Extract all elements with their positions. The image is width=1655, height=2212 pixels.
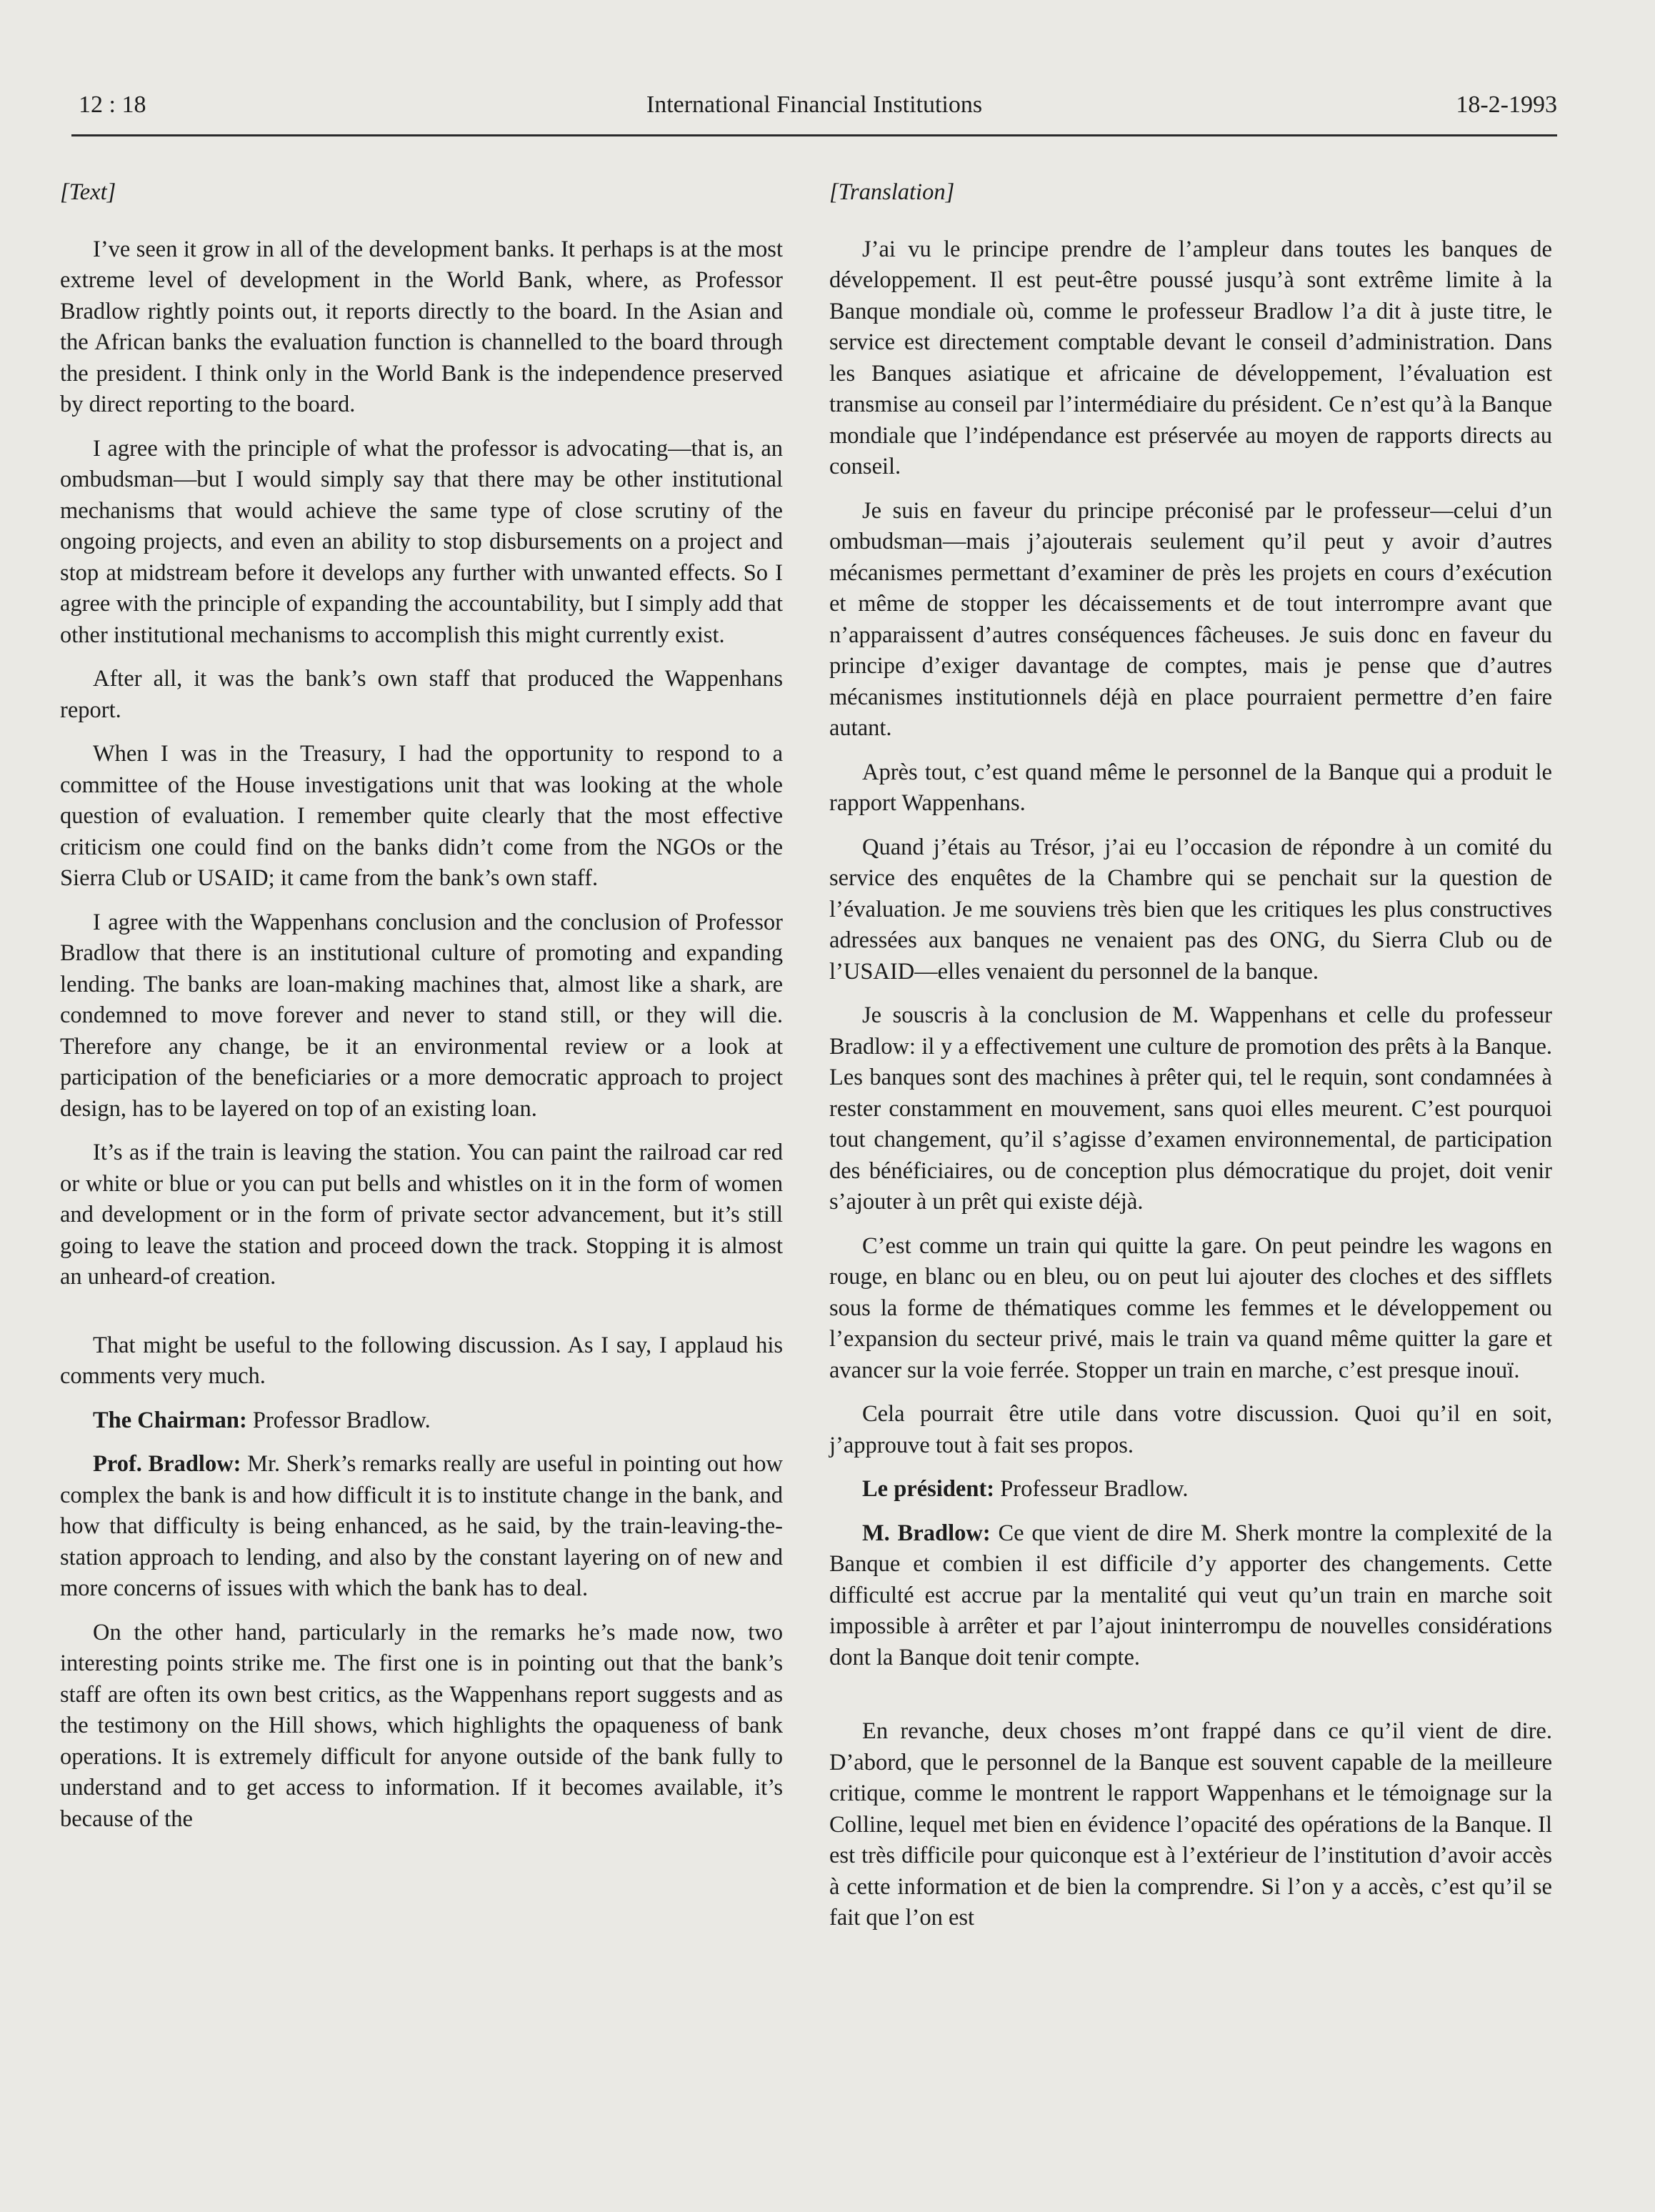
speaker-name: Prof. Bradlow: xyxy=(93,1451,241,1477)
speaker-name: M. Bradlow: xyxy=(862,1520,991,1546)
paragraph: That might be useful to the following discussion. As I say, I applaud his comments very much. xyxy=(60,1332,783,1389)
speaker-paragraph xyxy=(60,1449,783,1605)
paragraph: Après tout, c’est quand même le personnel de la Banque qui a produit le rapport Wappenhans. xyxy=(829,759,1552,816)
paragraph: Cela pourrait être utile dans votre discussion. Quoi qu’il en soit, j’approuve tout à fait ses propos. xyxy=(829,1401,1552,1458)
paragraph: Quand j’étais au Trésor, j’ai eu l’occasion de répondre à un comité du service des enquêtes de la Chambre qui se penchait sur la question de l’évaluation. Je me souviens très bien que les critiques les plus constructives adressées aux banques ne venaient pas des ONG, du Sierra Club ou de l’USAID—elles venaient du personnel de la banque. xyxy=(829,834,1552,985)
speaker-name: Le président: xyxy=(862,1476,995,1502)
paragraph: On the other hand, particularly in the remarks he’s made now, two interesting points strike me. The first one is in pointing out that the bank’s staff are often its own best critics, as the Wappenhans report suggests and as the testimony on the Hill shows, which highlights the opaqueness of bank operations. It is extremely difficult for anyone outside of the bank fully to understand and to get access to information. If it becomes available, it’s because of the xyxy=(60,1619,783,1832)
page-reference: 12 : 18 xyxy=(79,91,146,118)
translation-label: [Translation] xyxy=(829,179,955,205)
paragraph: Je souscris à la conclusion de M. Wappenhans et celle du professeur Bradlow: il y a effectivement une culture de promotion des prêts à la Banque. Les banques sont des machines à prêter qui, tel le requin, sont condamnées à rester constamment en mouvement, sans quoi elles meurent. C’est pourquoi tout changement, qu’il s’agisse d’examen environnemental, de participation des bénéficiaires, ou de conception plus démocratique du projet, doit venir s’ajouter à un prêt qui existe déjà. xyxy=(829,1002,1552,1215)
paragraph: It’s as if the train is leaving the station. You can paint the railroad car red or white or blue or you can put bells and whistles on it in the form of women and development or in the form of private sector advancement, but it’s still going to leave the station and proceed down the track. Stopping it is almost an unheard-of creation. xyxy=(60,1140,783,1290)
paragraph: I agree with the Wappenhans conclusion and the conclusion of Professor Bradlow that there is an institutional culture of promoting and expanding lending. The banks are loan-making machines that, almost like a shark, are condemned to move forever and never to stand still, or they will die. Therefore any change, be it an environmental review or a look at participation of the beneficiaries or a more democratic approach to project design, has to be layered on top of an existing loan. xyxy=(60,909,783,1122)
publication-title: International Financial Institutions xyxy=(646,91,983,118)
paragraph: After all, it was the bank’s own staff that produced the Wappenhans report. xyxy=(60,666,783,723)
paragraph: I agree with the principle of what the professor is advocating—that is, an ombudsman—but I would simply say that there may be other institutional mechanisms that would achieve the same type of close scrutiny of the ongoing projects, and even an ability to stop disbursements on a project and stop at midstream before it develops any further with unwanted effects. So I agree with the principle of expanding the accountability, but I simply add that other institutional mechanisms to accomplish this might currently exist. xyxy=(60,435,783,648)
page-header xyxy=(71,84,1557,136)
session-date: 18-2-1993 xyxy=(1456,91,1557,118)
speaker-paragraph xyxy=(829,1518,1552,1674)
speaker-text: Professor Bradlow. xyxy=(246,1407,431,1433)
text-label: [Text] xyxy=(60,179,116,205)
speaker-paragraph xyxy=(829,1474,1552,1505)
paragraph: J’ai vu le principe prendre de l’ampleur dans toutes les banques de développement. Il est peut-être poussé jusqu’à sont extrême limite à la Banque mondiale où, comme le professeur Bradlow l’a dit à juste titre, le service est directement comptable devant le conseil d’administration. Dans les Banques asiatique et africaine de développement, l’évaluation est transmise au conseil par l’intermédiaire du président. Ce n’est qu’à la Banque mondiale que l’indépendance est préservée au moyen de rapports directs au conseil. xyxy=(829,236,1552,479)
paragraph: En revanche, deux choses m’ont frappé dans ce qu’il vient de dire. D’abord, que le personnel de la Banque est souvent capable de la meilleure critique, comme le montrent le rapport Wappenhans et le témoignage sur la Colline, lequel met bien en évidence l’opacité des opérations de la Banque. Il est très difficile pour quiconque est à l’extérieur de l’institution d’avoir accès à cette information et de bien la comprendre. Si l’on y a accès, c’est qu’il se fait que l’on est xyxy=(829,1718,1552,1930)
paragraph: When I was in the Treasury, I had the opportunity to respond to a committee of the House investigations unit that was looking at the whole question of evaluation. I remember quite clearly that the most effective criticism one could find on the banks didn’t come from the NGOs or the Sierra Club or USAID; it came from the bank’s own staff. xyxy=(60,741,783,891)
paragraph: Je suis en faveur du principe préconisé par le professeur—celui d’un ombudsman—mais j’ajouterais seulement qu’il peut y avoir d’autres mécanismes permettant d’examiner de près les projets en cours d’exécution et même de stopper les décaissements et de tout interrompre avant que n’apparaissent d’autres conséquences fâcheuses. Je suis donc en faveur du principe d’exiger davantage de comptes, mais je pense que d’autres mécanismes institutionnels déjà en place pourraient permettre d’en faire autant. xyxy=(829,497,1552,741)
speaker-text: Ce que vient de dire M. Sherk montre la complexité de la Banque et combien il est difficile d’y apporter des changements. Cette difficulté est accrue par la mentalité qui veut qu’un train en marche soit impossible à arrêter et par l’ajout ininterrompu de nouvelles considérations dont la Banque doit tenir compte. xyxy=(829,1520,1552,1670)
paragraph: C’est comme un train qui quitte la gare. On peut peindre les wagons en rouge, en blanc ou en bleu, ou on peut lui ajouter des cloches et des sifflets sous la forme de thématiques comme les femmes et le développement ou l’expansion du secteur privé, mais le train va quand même quitter la gare et avancer sur la voie ferrée. Stopper un train en marche, c’est presque inouï. xyxy=(829,1232,1552,1383)
speaker-paragraph xyxy=(60,1405,783,1437)
speaker-name: The Chairman: xyxy=(93,1407,247,1433)
paragraph: I’ve seen it grow in all of the development banks. It perhaps is at the most extreme level of development in the World Bank, where, as Professor Bradlow rightly points out, it reports directly to the board. In the Asian and the African banks the evaluation function is channelled to the board through the president. I think only in the World Bank is the independence preserved by direct reporting to the board. xyxy=(60,236,783,417)
french-translation-column xyxy=(829,177,1552,1947)
speaker-text: Mr. Sherk’s remarks really are useful in pointing out how complex the bank is and how difficult it is to institute change in the bank, and how that difficulty is being enhanced, as he said, by the train-leaving-the-station approach to lending, and also by the constant layering on of new and more concerns of issues with which the bank has to deal. xyxy=(60,1451,783,1601)
english-text-column xyxy=(60,177,783,1848)
speaker-text: Professeur Bradlow. xyxy=(994,1476,1189,1502)
